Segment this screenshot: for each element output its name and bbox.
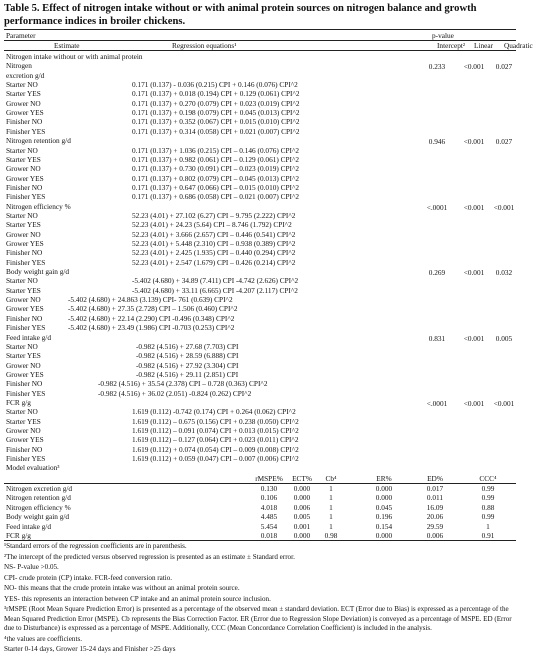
model-eval-header: ER% (376, 473, 392, 483)
model-eval-value: 0.001 (293, 521, 311, 531)
column-header-pvalue: p-value (432, 31, 454, 40)
model-eval-value: 0.000 (375, 484, 393, 494)
row-label: Finisher YES (6, 388, 46, 398)
pvalue-quadratic: 0.032 (495, 268, 513, 278)
model-eval-label: Nitrogen efficiency % (6, 502, 71, 512)
pvalue-intercept: <.0001 (426, 398, 448, 408)
model-eval-header: CCC⁴ (479, 473, 497, 483)
row-label: Finisher NO (6, 313, 43, 323)
row-label: Grower NO (6, 426, 41, 435)
regression-equation: 0.171 (0.137) - 0.036 (0.215) CPI + 0.146 (0.076) CPI^2 (132, 80, 298, 90)
model-eval-value: 4.018 (260, 502, 278, 512)
table-title: Table 5. Effect of nitrogen intake without or with animal protein sources on nitrogen balance and growth performance indices in broiler chickens. (4, 3, 477, 27)
model-eval-value: 0.196 (375, 512, 393, 522)
regression-equation: 52.23 (4.01) + 3.666 (2.657) CPI – 0.446 (0.541) CPI^2 (132, 229, 296, 239)
model-eval-value: 0.005 (293, 512, 311, 522)
model-eval-label: Nitrogen retention g/d (6, 493, 71, 503)
footnote: ¹Standard errors of the regression coefficients are in parenthesis. (4, 542, 187, 551)
row-label: Starter NO (6, 210, 38, 220)
footnote: NO- this means that the crude protein intake was without an animal protein source. (4, 584, 240, 593)
regression-equation: -5.402 (4.680) + 23.49 (1.986) CPI -0.703 (0.253) CPI^2 (68, 323, 235, 333)
row-label: Finisher NO (6, 248, 43, 258)
model-eval-value: 1 (329, 484, 333, 494)
model-eval-label: Nitrogen excretion g/d (6, 484, 73, 494)
model-eval-header: ECT% (292, 473, 312, 483)
footnote: YES- this represents an interaction between CP intake and an animal protein source inclusion. (4, 594, 271, 603)
footnote: CPI- crude protein (CP) intake. FCR-feed conversion ratio. (4, 573, 173, 582)
regression-equation: 0.171 (0.137) + 0.198 (0.079) CPI + 0.045 (0.013) CPI^2 (132, 108, 300, 118)
regression-equation: 0.171 (0.137) + 0.686 (0.058) CPI – 0.021 (0.007) CPI^2 (132, 192, 300, 202)
section-title: Feed intake g/d (6, 332, 51, 342)
model-eval-value: 0.91 (481, 530, 495, 540)
model-eval-value: 0.99 (481, 512, 495, 522)
model-eval-value: 1 (329, 521, 333, 531)
row-label: Finisher NO (6, 379, 43, 389)
model-eval-value: 0.017 (426, 484, 444, 494)
footnote: ⁴the values are coefficients. (4, 634, 82, 643)
model-eval-value: 29.59 (426, 521, 444, 531)
row-label: Starter YES (6, 89, 41, 99)
pvalue-quadratic: 0.005 (495, 333, 513, 343)
model-eval-value: 4.485 (260, 512, 278, 522)
row-label: Starter YES (6, 285, 41, 295)
pvalue-quadratic: 0.027 (495, 62, 513, 72)
regression-equation: -0.982 (4.516) + 27.68 (7.703) CPI (136, 341, 239, 351)
regression-equation: 52.23 (4.01) + 2.547 (1.679) CPI – 0.426 (0.214) CPI^2 (132, 257, 296, 267)
section-title: Nitrogen retention g/d (6, 136, 71, 146)
regression-equation: -5.402 (4.680) + 27.35 (2.728) CPI – 1.506 (0.460) CPI^2 (68, 304, 238, 314)
pvalue-intercept: 0.269 (428, 268, 446, 278)
regression-equation: -0.982 (4.516) + 35.54 (2.378) CPI – 0.728 (0.363) CPI^2 (98, 379, 268, 389)
regression-equation: 0.171 (0.137) + 0.647 (0.066) CPI – 0.015 (0.010) CPI^2 (132, 182, 300, 192)
regression-equation: 1.619 (0.112) – 0.127 (0.064) CPI + 0.023 (0.011) CPI^2 (132, 435, 299, 445)
row-label: Grower YES (6, 173, 44, 183)
pvalue-linear: <0.001 (463, 333, 485, 343)
regression-equation: -0.982 (4.516) + 36.02 (2.051) -0.824 (0.262) CPI^2 (98, 388, 252, 398)
model-eval-value: 1 (486, 521, 490, 531)
regression-equation: -0.982 (4.516) + 29.11 (2.851) CPI (136, 369, 239, 379)
model-eval-header: Cb⁴ (325, 473, 337, 483)
row-label: Grower YES (6, 108, 44, 118)
column-header-intercept: Intercept² (437, 41, 466, 50)
regression-equation: 0.171 (0.137) + 0.018 (0.194) CPI + 0.129 (0.061) CPI^2 (132, 89, 300, 99)
model-eval-value: 1 (329, 512, 333, 522)
regression-equation: 0.171 (0.137) + 0.314 (0.058) CPI + 0.021 (0.007) CPI^2 (132, 126, 300, 136)
regression-equation: -0.982 (4.516) + 28.59 (6.888) CPI (136, 351, 239, 361)
section-subtitle: Nitrogen (6, 61, 32, 71)
row-label: Finisher NO (6, 182, 43, 192)
regression-equation: 0.171 (0.137) + 0.352 (0.067) CPI + 0.015 (0.010) CPI^2 (132, 117, 300, 127)
pvalue-linear: <0.001 (463, 62, 485, 72)
footnote: NS- P-value >0.05. (4, 563, 59, 572)
row-label: Starter YES (6, 416, 41, 426)
regression-equation: -0.982 (4.516) + 27.92 (3.304) CPI (136, 360, 239, 370)
row-label: Finisher YES (6, 126, 46, 136)
model-eval-value: 0.018 (260, 530, 278, 540)
model-eval-value: 0.99 (481, 493, 495, 503)
column-header-estimate: Estimate (54, 41, 80, 50)
regression-equation: 1.619 (0.112) + 0.074 (0.054) CPI – 0.009 (0.008) CPI^2 (132, 444, 299, 454)
model-eval-value: 0.006 (426, 530, 444, 540)
footnote: ³rMSPE (Root Mean Square Prediction Error) is presented as a percentage of the observed mean ± standard deviation. ECT (Error due to Bias) is expressed as a percentage of the Mean Squared Prediction Error (MSPE). Cb represents the Bias Correction Factor. ER (Error due to Regression Slope Deviation) is conveyed as a percentage of MSPE. ED (Error due to Disturbance) is expressed as a percentage of MSPE. Additionally, CCC (Mean Concordance Correlation Coefficient) is included in the analysis. (4, 605, 512, 633)
model-eval-value: 0.045 (375, 502, 393, 512)
model-eval-value: 0.154 (375, 521, 393, 531)
model-eval-value: 0.000 (293, 530, 311, 540)
model-eval-value: 16.09 (426, 502, 444, 512)
section-title: Nitrogen efficiency % (6, 201, 71, 211)
regression-equation: 52.23 (4.01) + 24.23 (5.64) CPI – 8.746 (1.792) CPI^2 (132, 220, 292, 230)
model-eval-value: 0.000 (375, 530, 393, 540)
header-bottom-rule (4, 50, 516, 51)
regression-equation: 1.619 (0.112) – 0.091 (0.074) CPI + 0.013 (0.015) CPI^2 (132, 426, 299, 435)
model-eval-header: ED% (427, 473, 443, 483)
row-label: Starter NO (6, 145, 38, 155)
model-eval-label: Body weight gain g/d (6, 512, 70, 522)
model-eval-header: rMSPE% (255, 473, 283, 483)
row-label: Grower NO (6, 360, 41, 370)
row-label: Starter YES (6, 351, 41, 361)
model-eval-value: 0.98 (324, 530, 338, 540)
section-subtitle: excretion g/d (6, 70, 45, 80)
row-label: Grower NO (6, 98, 41, 108)
row-label: Starter NO (6, 407, 38, 417)
regression-equation: -5.402 (4.680) + 33.11 (6.665) CPI -4.207 (2.117) CPI^2 (132, 285, 298, 295)
pvalue-intercept: <.0001 (426, 202, 448, 212)
model-eval-value: 1 (329, 493, 333, 503)
pvalue-linear: <0.001 (463, 137, 485, 147)
regression-equation: -5.402 (4.680) + 24.863 (3.139) CPI- 761 (0.639) CPI^2 (68, 295, 233, 305)
row-label: Starter NO (6, 341, 38, 351)
regression-equation: 0.171 (0.137) + 0.802 (0.079) CPI – 0.045 (0.013) CPI^2 (132, 173, 300, 183)
pvalue-intercept: 0.233 (428, 62, 446, 72)
column-header-quadratic: Quadratic (504, 41, 533, 50)
regression-equation: 52.23 (4.01) + 5.448 (2.310) CPI – 0.938 (0.389) CPI^2 (132, 239, 296, 248)
pvalue-intercept: 0.946 (428, 137, 446, 147)
regression-equation: 52.23 (4.01) + 27.102 (6.27) CPI – 9.795 (2.222) CPI^2 (132, 210, 296, 220)
column-header-linear: Linear (474, 41, 494, 50)
section-title: Body weight gain g/d (6, 267, 70, 277)
pvalue-linear: <0.001 (463, 268, 485, 278)
footnote: Starter 0-14 days, Grower 15-24 days and Finisher >25 days (4, 645, 176, 654)
regression-equation: 0.171 (0.137) + 0.270 (0.079) CPI + 0.023 (0.019) CPI^2 (132, 98, 300, 108)
row-label: Grower YES (6, 435, 44, 445)
row-label: Grower NO (6, 164, 41, 174)
regression-equation: 1.619 (0.112) – 0.675 (0.156) CPI + 0.238 (0.050) CPI^2 (132, 416, 299, 426)
model-evaluation-title: Model evaluation³ (6, 463, 60, 473)
regression-equation: -5.402 (4.680) + 22.14 (2.290) CPI -0.496 (0.348) CPI^2 (68, 313, 235, 323)
model-eval-value: 0.88 (481, 502, 495, 512)
row-label: Grower YES (6, 239, 44, 248)
model-eval-value: 0.000 (293, 493, 311, 503)
row-label: Finisher YES (6, 257, 46, 267)
pvalue-intercept: 0.831 (428, 333, 446, 343)
regression-equation: 0.171 (0.137) + 1.036 (0.215) CPI – 0.146 (0.076) CPI^2 (132, 145, 300, 155)
row-label: Starter NO (6, 80, 38, 90)
regression-equation: 1.619 (0.112) -0.742 (0.174) CPI + 0.264 (0.062) CPI^2 (132, 407, 296, 417)
footnote: ²The intercept of the predicted versus observed regression is presented as an estimate ± Standard error. (4, 552, 295, 561)
pvalue-quadratic: <0.001 (493, 202, 515, 212)
model-eval-value: 1 (329, 502, 333, 512)
row-label: Grower YES (6, 369, 44, 379)
row-label: Starter YES (6, 220, 41, 230)
row-label: Finisher YES (6, 323, 46, 333)
regression-equation: 1.619 (0.112) + 0.059 (0.047) CPI – 0.007 (0.006) CPI^2 (132, 454, 299, 464)
model-eval-value: 0.106 (260, 493, 278, 503)
pvalue-quadratic: <0.001 (493, 398, 515, 408)
row-label: Starter YES (6, 154, 41, 164)
row-label: Finisher YES (6, 454, 46, 464)
row-label: Grower NO (6, 229, 41, 239)
model-eval-label: FCR g/g (6, 530, 31, 540)
model-eval-value: 0.006 (293, 502, 311, 512)
regression-equation: 52.23 (4.01) + 2.425 (1.935) CPI – 0.440 (0.294) CPI^2 (132, 248, 296, 258)
row-label: Grower NO (6, 295, 41, 305)
table-top-rule (4, 29, 516, 30)
model-eval-value: 0.99 (481, 484, 495, 494)
model-eval-value: 5.454 (260, 521, 278, 531)
column-header-regression: Regression equations¹ (172, 41, 237, 50)
row-label: Starter NO (6, 276, 38, 286)
pvalue-quadratic: 0.027 (495, 137, 513, 147)
row-label: Finisher NO (6, 117, 43, 127)
pvalue-linear: <0.001 (463, 202, 485, 212)
row-label: Grower YES (6, 304, 44, 314)
model-eval-value: 20.06 (426, 512, 444, 522)
row-label: Finisher YES (6, 192, 46, 202)
column-header-parameter: Parameter (6, 31, 36, 40)
model-eval-value: 0.000 (293, 484, 311, 494)
model-eval-value: 0.000 (375, 493, 393, 503)
regression-equation: 0.171 (0.137) + 0.730 (0.091) CPI – 0.023 (0.019) CPI^2 (132, 164, 300, 174)
section-title: Nitrogen intake without or with animal protein (6, 52, 143, 61)
model-eval-value: 0.130 (260, 484, 278, 494)
regression-equation: 0.171 (0.137) + 0.982 (0.061) CPI – 0.129 (0.061) CPI^2 (132, 154, 300, 164)
pvalue-linear: <0.001 (463, 398, 485, 408)
regression-equation: -5.402 (4.680) + 34.89 (7.411) CPI -4.742 (2.626) CPI^2 (132, 276, 299, 286)
section-title: FCR g/g (6, 397, 31, 407)
table-bottom-rule (4, 540, 516, 541)
row-label: Finisher NO (6, 444, 43, 454)
model-eval-label: Feed intake g/d (6, 521, 51, 531)
model-eval-value: 0.011 (426, 493, 444, 503)
